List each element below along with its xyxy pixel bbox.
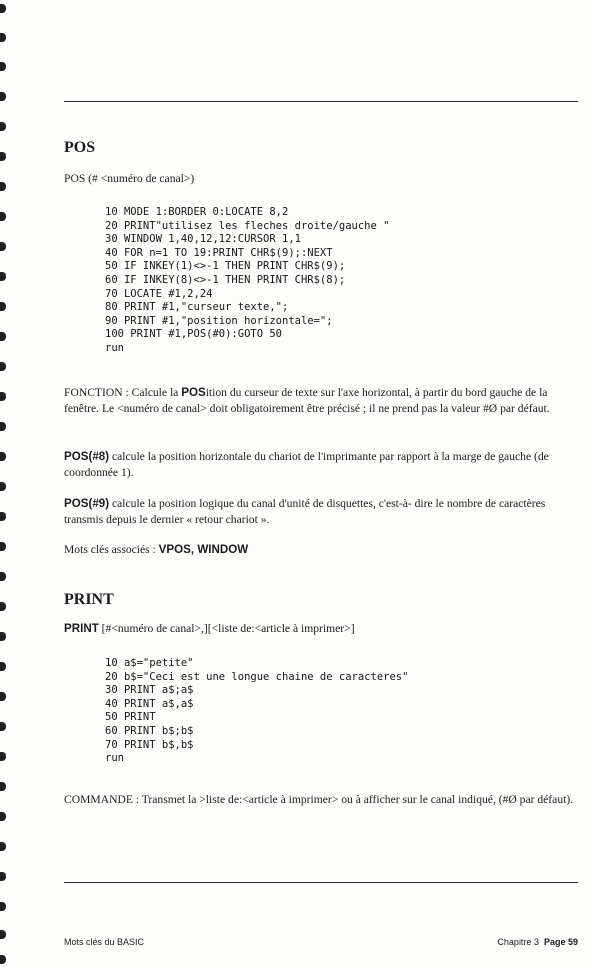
code-line: 40 PRINT a$,a$: [105, 697, 194, 710]
related-keywords-label: Mots clés associés :: [64, 543, 159, 556]
binding-hole: [0, 662, 6, 671]
binding-hole: [0, 872, 6, 881]
print-code-listing: [105, 657, 408, 766]
binding-hole: [0, 272, 6, 281]
keyword-pos: POS: [181, 386, 206, 399]
code-line: 30 WINDOW 1,40,12,12:CURSOR 1,1: [105, 233, 301, 246]
binding-hole: [0, 392, 6, 401]
binding-hole: [0, 33, 6, 42]
binding-hole: [0, 92, 6, 101]
pos-fonction-paragraph: [64, 385, 579, 417]
code-line: 50 IF INKEY(1)<>-1 THEN PRINT CHR$(9);: [105, 260, 346, 273]
pos9-paragraph: [64, 496, 579, 528]
code-line: 50 PRINT: [105, 711, 156, 724]
binding-hole: [0, 122, 6, 131]
footer-page-number: Page 59: [543, 937, 578, 947]
pos8-text: calcule la position horizontale du chariot de l'imprimante par rapport à la marge de gauche (de coordonnée 1).: [64, 450, 549, 479]
binding-hole: [0, 482, 6, 491]
print-heading: PRINT: [64, 591, 114, 608]
pos-code-listing: [105, 206, 389, 356]
code-line: run: [105, 752, 124, 765]
pos-heading: POS: [64, 139, 96, 156]
binding-hole: [0, 4, 6, 13]
binding-hole: [0, 632, 6, 641]
keyword-pos8: POS(#8): [64, 450, 110, 463]
binding-hole: [0, 362, 6, 371]
binding-hole: [0, 955, 6, 964]
binding-hole: [0, 512, 6, 521]
binding-hole: [0, 542, 6, 551]
code-line: run: [105, 341, 124, 354]
binding-hole: [0, 452, 6, 461]
binding-hole: [0, 812, 6, 821]
code-line: 70 LOCATE #1,2,24: [105, 287, 213, 300]
keyword-pos9: POS(#9): [64, 497, 110, 510]
binding-hole: [0, 152, 6, 161]
pos-syntax: POS (# <numéro de canal>): [64, 172, 195, 185]
code-line: 30 PRINT a$;a$: [105, 684, 194, 697]
code-line: 70 PRINT b$,b$: [105, 738, 194, 751]
print-commande-paragraph: COMMANDE : Transmet la >liste de:<article à imprimer> ou à afficher sur le canal indiqué, (#Ø par défaut).: [64, 793, 574, 806]
binding-hole: [0, 842, 6, 851]
binding-hole: [0, 242, 6, 251]
binding-hole: [0, 902, 6, 911]
pos9-text: calcule la position logique du canal d'unité de disquettes, c'est-à- dire le nombre de caractères transmis depuis le dernier « retour chariot ».: [64, 497, 546, 526]
binding-hole: [0, 302, 6, 311]
keyword-print: PRINT: [64, 622, 99, 635]
footer-running-title: Mots clés du BASIC: [64, 937, 145, 947]
related-keywords-list: VPOS, WINDOW: [158, 543, 249, 556]
fonction-text: ition du curseur de texte sur l'axe horizontal, à partir du bord gauche de la fenêtre. Le <numéro de canal> doit obligatoirement être précisé ; il ne prend pas la valeur #Ø par défaut.: [64, 386, 550, 415]
binding-hole: [0, 692, 6, 701]
code-line: 80 PRINT #1,"curseur texte,";: [105, 301, 289, 314]
code-line: 60 IF INKEY(8)<>-1 THEN PRINT CHR$(8);: [105, 273, 346, 286]
code-line: 60 PRINT b$;b$: [105, 724, 194, 737]
code-line: 20 PRINT"utilisez les fleches droite/gauche ": [105, 219, 390, 232]
binding-hole: [0, 782, 6, 791]
binding-hole: [0, 722, 6, 731]
code-line: 20 b$="Ceci est une longue chaine de caracteres": [105, 670, 409, 683]
binding-hole: [0, 602, 6, 611]
print-syntax-text: [#<numéro de canal>,][<liste de:<article à imprimer>]: [98, 622, 355, 635]
fonction-lead: FONCTION : Calcule la: [64, 386, 182, 399]
code-line: 10 a$="petite": [105, 657, 194, 669]
binding-hole: [0, 182, 6, 191]
code-line: 90 PRINT #1,"position horizontale=";: [105, 314, 333, 327]
binding-hole: [0, 572, 6, 581]
bottom-rule: [64, 882, 578, 883]
binding-hole: [0, 62, 6, 71]
binding-hole: [0, 752, 6, 761]
footer-chapter: Chapitre 3: [497, 937, 539, 947]
binding-hole: [0, 332, 6, 341]
code-line: 10 MODE 1:BORDER 0:LOCATE 8,2: [105, 206, 289, 218]
binding-hole: [0, 930, 6, 939]
code-line: 100 PRINT #1,POS(#0):GOTO 50: [105, 328, 283, 341]
related-keywords: [64, 542, 579, 558]
binding-hole: [0, 422, 6, 431]
code-line: 40 FOR n=1 TO 19:PRINT CHR$(9);:NEXT: [105, 246, 333, 259]
print-syntax: [64, 621, 579, 637]
footer-page-info: [497, 937, 578, 947]
top-rule: [64, 101, 578, 102]
pos8-paragraph: [64, 449, 579, 481]
binding-hole: [0, 212, 6, 221]
